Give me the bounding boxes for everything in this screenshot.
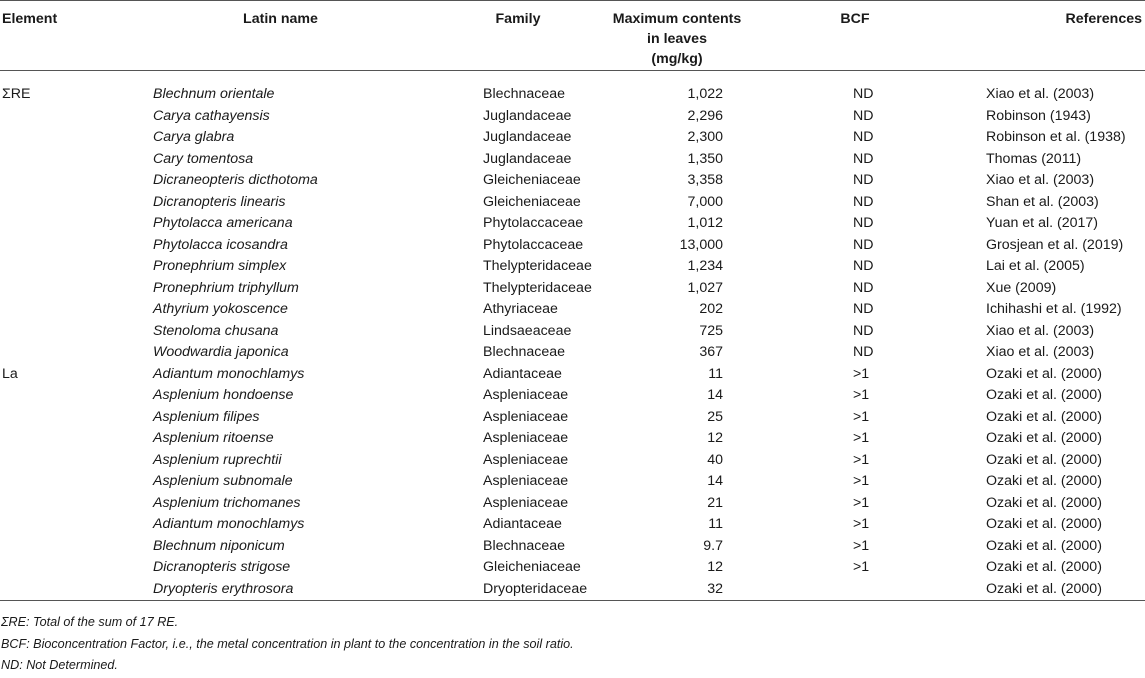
table-row — [0, 493, 1145, 515]
cell-bcf: ND — [853, 258, 874, 274]
cell-latin-name: Dryopteris erythrosora — [143, 579, 418, 601]
cell-family: Aspleniaceae — [483, 430, 569, 446]
cell-family: Lindsaeaceae — [483, 322, 572, 339]
cell-latin-name: Adiantum monochlamys — [153, 516, 305, 532]
footnote-re: ΣRE: Total of the sum of 17 RE. — [1, 615, 179, 629]
cell-max-content: 32 — [618, 579, 727, 601]
cell-bcf: ND — [853, 215, 874, 231]
header-latin-name: Latin name — [143, 1, 418, 71]
table-row — [0, 471, 1145, 493]
cell-family: Phytolaccaceae — [483, 215, 584, 231]
cell-max-content: 1,027 — [687, 279, 723, 296]
cell-family: Blechnaceae — [483, 86, 566, 102]
table-footnotes — [0, 612, 1145, 677]
cell-element — [0, 149, 143, 171]
cell-family: Dryopteridaceae — [418, 579, 618, 601]
cell-reference: Shan et al. (2003) — [986, 193, 1099, 210]
cell-bcf: ND — [853, 150, 874, 167]
cell-element — [0, 299, 143, 321]
cell-element — [0, 235, 143, 257]
cell-family: Blechnaceae — [483, 537, 566, 554]
table-row — [0, 321, 1145, 343]
table-row — [0, 192, 1145, 214]
header-max-line1: Maximum contents — [612, 11, 742, 27]
table-body — [0, 71, 1145, 601]
table-row — [0, 213, 1145, 235]
cell-max-content: 1,350 — [687, 150, 723, 167]
cell-max-content: 725 — [699, 322, 723, 339]
footnote-bcf: BCF: Bioconcentration Factor, i.e., the metal concentration in plant to the concentration in the soil ratio. — [1, 636, 574, 651]
cell-family: Aspleniaceae — [483, 451, 569, 468]
table-row — [0, 149, 1145, 171]
cell-bcf: >1 — [853, 365, 870, 382]
cell-latin-name: Athyrium yokoscence — [153, 301, 288, 317]
cell-family: Athyriaceae — [483, 301, 558, 317]
cell-reference: Ozaki et al. (2000) — [986, 559, 1102, 575]
cell-family: Gleicheniaceae — [483, 193, 581, 210]
cell-family: Juglandaceae — [483, 129, 572, 145]
cell-max-content: 1,234 — [687, 258, 723, 274]
cell-max-content: 1,012 — [687, 215, 723, 231]
cell-element — [0, 127, 143, 149]
cell-reference: Lai et al. (2005) — [986, 258, 1085, 274]
cell-bcf: >1 — [853, 537, 870, 554]
cell-latin-name: Woodwardia japonica — [153, 344, 289, 360]
cell-reference: Ozaki et al. (2000) — [986, 494, 1102, 511]
cell-bcf: >1 — [853, 473, 870, 489]
cell-bcf: ND — [853, 322, 874, 339]
cell-element — [0, 471, 143, 493]
cell-reference: Yuan et al. (2017) — [986, 215, 1099, 231]
cell-element — [0, 557, 143, 579]
cell-family: Juglandaceae — [483, 150, 572, 167]
cell-bcf: >1 — [853, 516, 870, 532]
cell-max-content: 11 — [708, 516, 723, 532]
cell-latin-name: Asplenium filipes — [153, 408, 260, 425]
cell-element — [0, 514, 143, 536]
cell-family: Aspleniaceae — [483, 408, 569, 425]
cell-family: Gleicheniaceae — [483, 172, 581, 188]
cell-reference: Xiao et al. (2003) — [986, 344, 1095, 360]
cell-bcf: >1 — [853, 559, 870, 575]
cell-element — [0, 278, 143, 300]
cell-bcf: ND — [853, 129, 874, 145]
cell-latin-name: Blechnum niponicum — [153, 537, 285, 554]
cell-bcf: ND — [853, 236, 874, 253]
cell-latin-name: Carya glabra — [153, 129, 235, 145]
header-family: Family — [418, 1, 618, 71]
cell-reference: Ozaki et al. (2000) — [986, 473, 1102, 489]
cell-element — [0, 493, 143, 515]
cell-max-content: 3,358 — [687, 172, 723, 188]
cell-max-content: 2,296 — [687, 107, 723, 124]
cell-bcf — [727, 579, 983, 601]
cell-latin-name: Pronephrium triphyllum — [153, 279, 299, 296]
cell-family: Aspleniaceae — [483, 473, 569, 489]
cell-bcf: >1 — [853, 494, 870, 511]
cell-reference: Ozaki et al. (2000) — [986, 387, 1102, 403]
cell-max-content: 13,000 — [679, 236, 723, 253]
cell-element — [0, 256, 143, 278]
cell-max-content: 11 — [708, 365, 723, 382]
cell-family: Aspleniaceae — [483, 494, 569, 511]
cell-max-content: 2,300 — [687, 129, 723, 145]
cell-max-content: 7,000 — [687, 193, 723, 210]
table-row — [0, 71, 1145, 106]
cell-bcf: >1 — [853, 387, 870, 403]
cell-latin-name: Asplenium hondoense — [153, 387, 294, 403]
table-row — [0, 342, 1145, 364]
cell-latin-name: Cary tomentosa — [153, 150, 254, 167]
cell-element — [0, 385, 143, 407]
table-row — [0, 514, 1145, 536]
cell-reference: Xiao et al. (2003) — [986, 86, 1095, 102]
cell-latin-name: Phytolacca americana — [153, 215, 293, 231]
cell-bcf: >1 — [853, 451, 870, 468]
cell-bcf: ND — [853, 193, 874, 210]
cell-reference: Robinson (1943) — [986, 107, 1091, 124]
cell-latin-name: Dicraneopteris dicthotoma — [153, 172, 318, 188]
cell-max-content: 14 — [707, 387, 723, 403]
cell-reference: Ozaki et al. (2000) — [986, 516, 1102, 532]
table-row — [0, 235, 1145, 257]
footnote-nd: ND: Not Determined. — [1, 658, 118, 672]
table-row — [0, 557, 1145, 579]
cell-reference: Xue (2009) — [986, 279, 1057, 296]
cell-max-content: 9.7 — [703, 537, 723, 554]
cell-latin-name: Asplenium trichomanes — [153, 494, 301, 511]
cell-element — [0, 321, 143, 343]
table-row — [0, 106, 1145, 128]
cell-latin-name: Asplenium subnomale — [153, 473, 293, 489]
cell-element: ΣRE — [2, 86, 31, 102]
table-row — [0, 278, 1145, 300]
cell-latin-name: Dicranopteris strigose — [153, 559, 291, 575]
table-row — [0, 299, 1145, 321]
cell-family: Aspleniaceae — [483, 387, 569, 403]
cell-element — [0, 407, 143, 429]
header-bcf: BCF — [727, 1, 983, 71]
cell-latin-name: Pronephrium simplex — [153, 258, 287, 274]
table-row — [0, 256, 1145, 278]
table-row — [0, 450, 1145, 472]
cell-element — [0, 450, 143, 472]
cell-family: Thelypteridaceae — [483, 258, 592, 274]
table-row — [0, 536, 1145, 558]
cell-latin-name: Adiantum monochlamys — [153, 365, 305, 382]
cell-max-content: 1,022 — [687, 86, 723, 102]
cell-reference: Ozaki et al. (2000) — [986, 430, 1102, 446]
cell-latin-name: Dicranopteris linearis — [153, 193, 286, 210]
table-row — [0, 385, 1145, 407]
header-references: References — [983, 1, 1145, 71]
cell-bcf: ND — [853, 172, 874, 188]
cell-bcf: ND — [853, 107, 874, 124]
cell-max-content: 202 — [699, 301, 723, 317]
cell-max-content: 12 — [707, 559, 723, 575]
cell-max-content: 14 — [707, 473, 723, 489]
cell-max-content: 25 — [707, 408, 723, 425]
cell-bcf: ND — [853, 279, 874, 296]
cell-family: Phytolaccaceae — [483, 236, 584, 253]
cell-family: Adiantaceae — [483, 365, 562, 382]
cell-element — [0, 213, 143, 235]
cell-family: Adiantaceae — [483, 516, 562, 532]
cell-reference: Ozaki et al. (2000) — [986, 408, 1102, 425]
cell-max-content: 21 — [707, 494, 723, 511]
cell-bcf: >1 — [853, 430, 870, 446]
header-max-line3: (mg/kg) — [651, 51, 703, 67]
cell-family: Thelypteridaceae — [483, 279, 592, 296]
cell-reference: Ozaki et al. (2000) — [986, 365, 1102, 382]
header-element: Element — [0, 1, 143, 71]
cell-reference: Ozaki et al. (2000) — [986, 537, 1102, 554]
cell-latin-name: Blechnum orientale — [153, 86, 275, 102]
cell-element — [0, 342, 143, 364]
cell-element — [0, 536, 143, 558]
header-maximum-contents — [612, 1, 742, 71]
table-row — [0, 170, 1145, 192]
cell-element — [0, 106, 143, 128]
cell-max-content: 12 — [707, 430, 723, 446]
cell-latin-name: Carya cathayensis — [153, 107, 270, 124]
cell-latin-name: Asplenium ruprechtii — [153, 451, 282, 468]
cell-element — [0, 192, 143, 214]
cell-reference: Ichihashi et al. (1992) — [986, 301, 1122, 317]
cell-family: Gleicheniaceae — [483, 559, 581, 575]
cell-bcf: ND — [853, 301, 874, 317]
table-row — [0, 127, 1145, 149]
cell-element — [0, 170, 143, 192]
table-row — [0, 407, 1145, 429]
cell-latin-name: Stenoloma chusana — [153, 322, 279, 339]
cell-bcf: ND — [853, 344, 874, 360]
cell-reference: Grosjean et al. (2019) — [986, 236, 1124, 253]
cell-family: Blechnaceae — [483, 344, 566, 360]
cell-max-content: 40 — [707, 451, 723, 468]
cell-element: La — [2, 365, 18, 382]
cell-reference: Robinson et al. (1938) — [986, 129, 1126, 145]
cell-reference: Thomas (2011) — [986, 150, 1082, 167]
cell-reference: Xiao et al. (2003) — [986, 172, 1095, 188]
cell-bcf: >1 — [853, 408, 870, 425]
cell-latin-name: Asplenium ritoense — [153, 430, 274, 446]
table-row — [0, 428, 1145, 450]
table-row — [0, 364, 1145, 386]
cell-bcf: ND — [853, 86, 874, 102]
cell-element — [0, 579, 143, 601]
header-max-line2: in leaves — [647, 31, 707, 47]
cell-max-content: 367 — [699, 344, 723, 360]
cell-reference: Xiao et al. (2003) — [986, 322, 1095, 339]
cell-reference: Ozaki et al. (2000) — [986, 451, 1102, 468]
cell-latin-name: Phytolacca icosandra — [153, 236, 288, 253]
cell-element — [0, 428, 143, 450]
cell-reference: Ozaki et al. (2000) — [983, 579, 1145, 601]
table-header-row — [0, 1, 1145, 71]
cell-family: Juglandaceae — [483, 107, 572, 124]
table-row — [0, 579, 1145, 601]
